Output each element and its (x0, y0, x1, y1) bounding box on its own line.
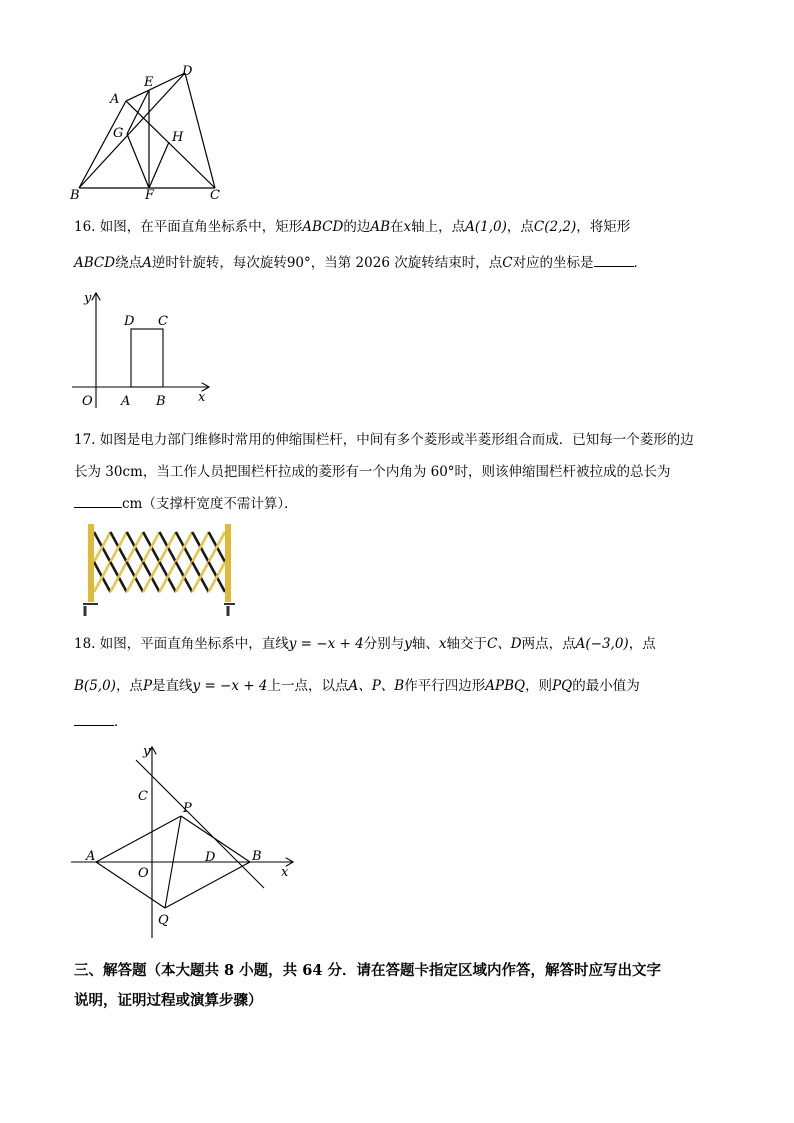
label-C: C (138, 789, 148, 804)
q16-text: 轴上，点 (411, 219, 466, 235)
label-C: C (158, 314, 168, 329)
q16-text: 在 (390, 219, 404, 235)
q16-math: C (502, 255, 513, 271)
q18-text: ，则 (525, 678, 553, 694)
answer-blank (74, 495, 122, 508)
q18-line3 (74, 712, 128, 732)
q18-text: ，点 (115, 678, 143, 694)
q16-math: x (403, 219, 412, 235)
axis-y-label: y (143, 744, 151, 759)
q16-text: ，点 (506, 219, 534, 235)
q18-text: 的最小值为 (572, 678, 640, 694)
q16-text: 对应的坐标是 (512, 255, 594, 271)
q17-line3 (74, 494, 298, 514)
figure-q16 (70, 288, 220, 413)
axis-x-label: x (198, 390, 206, 405)
telescopic-fence-image (82, 522, 242, 618)
figure-q15 (60, 62, 240, 202)
q16-text: ，将矩形 (576, 219, 631, 235)
q16-text: 16. 如图，在平面直角坐标系中，矩形 (74, 219, 303, 235)
q18-text: 轴交于 (446, 636, 487, 652)
q16-text: 绕点 (115, 255, 143, 271)
label-D: D (205, 850, 216, 865)
q18-math: A、P、B (348, 678, 405, 694)
answer-blank (74, 713, 114, 726)
q18-text: ． (114, 714, 128, 730)
q16-math: ABCD (302, 219, 344, 235)
label-O: O (82, 394, 93, 409)
label-C: C (210, 188, 220, 202)
q18-math: APBQ (485, 678, 526, 694)
fence-right-pole (225, 524, 231, 602)
q18-math: PQ (552, 678, 573, 694)
label-O: O (138, 866, 149, 881)
label-A: A (110, 92, 120, 107)
answer-blank (594, 254, 634, 267)
q16-text: 的边 (343, 219, 371, 235)
q16-text: ． (633, 255, 648, 271)
label-Q: Q (158, 913, 169, 928)
q18-text: 上一点，以点 (267, 678, 349, 694)
fence-left-pole (88, 524, 94, 602)
q16-math: A(1,0) (465, 219, 507, 235)
label-B: B (70, 188, 80, 202)
label-B: B (156, 394, 166, 409)
label-E: E (144, 75, 154, 90)
q18-math: x (438, 636, 447, 652)
label-A: A (121, 394, 131, 409)
label-D: D (124, 314, 135, 329)
q18-math: C、D (486, 636, 522, 652)
q16-math: AB (370, 219, 391, 235)
q18-text: 是直线 (152, 678, 193, 694)
q16-line2 (74, 253, 647, 273)
q18-math: A(−3,0) (575, 636, 629, 652)
q18-math: y = −x + 4 (288, 636, 364, 652)
figure-q18 (66, 740, 301, 945)
axis-x-label: x (281, 865, 289, 880)
q16-math: C(2,2) (533, 219, 577, 235)
q16-text: 逆时针旋转，每次旋转90°，当第 2026 次旋转结束时，点 (151, 255, 503, 271)
section3-heading-line2: 说明，证明过程或演算步骤） (74, 992, 263, 1009)
q16-math: ABCD (74, 255, 116, 271)
q18-math: y = −x + 4 (192, 678, 268, 694)
label-A: A (86, 849, 96, 864)
q17-unit-text: cm（支撑杆宽度不需计算）． (122, 496, 298, 512)
axis-y-label: y (84, 291, 92, 306)
q18-text: 作平行四边形 (404, 678, 486, 694)
label-H: H (172, 130, 184, 145)
q18-line1 (74, 634, 656, 654)
q16-math: A (142, 255, 152, 271)
q18-text: 分别与 (363, 636, 405, 652)
q16-line1 (74, 217, 630, 237)
q17-line2: 长为 30cm，当工作人员把围栏杆拉成的菱形有一个内角为 60°时，则该伸缩围栏杆被拉成的总长为 (74, 464, 671, 480)
section3-heading-line1: 三、解答题（本大题共 8 小题，共 64 分．请在答题卡指定区域内作答，解答时应写出文字 (74, 962, 661, 979)
label-P: P (183, 801, 192, 816)
label-F: F (145, 188, 155, 202)
label-D: D (182, 64, 193, 79)
q18-text: 18. 如图，平面直角坐标系中，直线 (74, 636, 289, 652)
q18-text: 轴、 (411, 636, 439, 652)
q18-math: P (142, 678, 153, 694)
q17-line1: 17. 如图是电力部门维修时常用的伸缩围栏杆，中间有多个菱形或半菱形组合而成．已知每一个菱形的边 (74, 432, 694, 448)
q18-math: y (404, 636, 412, 652)
label-B: B (252, 849, 262, 864)
q18-line2 (74, 676, 640, 696)
q18-math: B(5,0) (74, 678, 116, 694)
label-G: G (113, 126, 124, 141)
q18-text: 两点，点 (521, 636, 576, 652)
q18-text: ，点 (628, 636, 656, 652)
